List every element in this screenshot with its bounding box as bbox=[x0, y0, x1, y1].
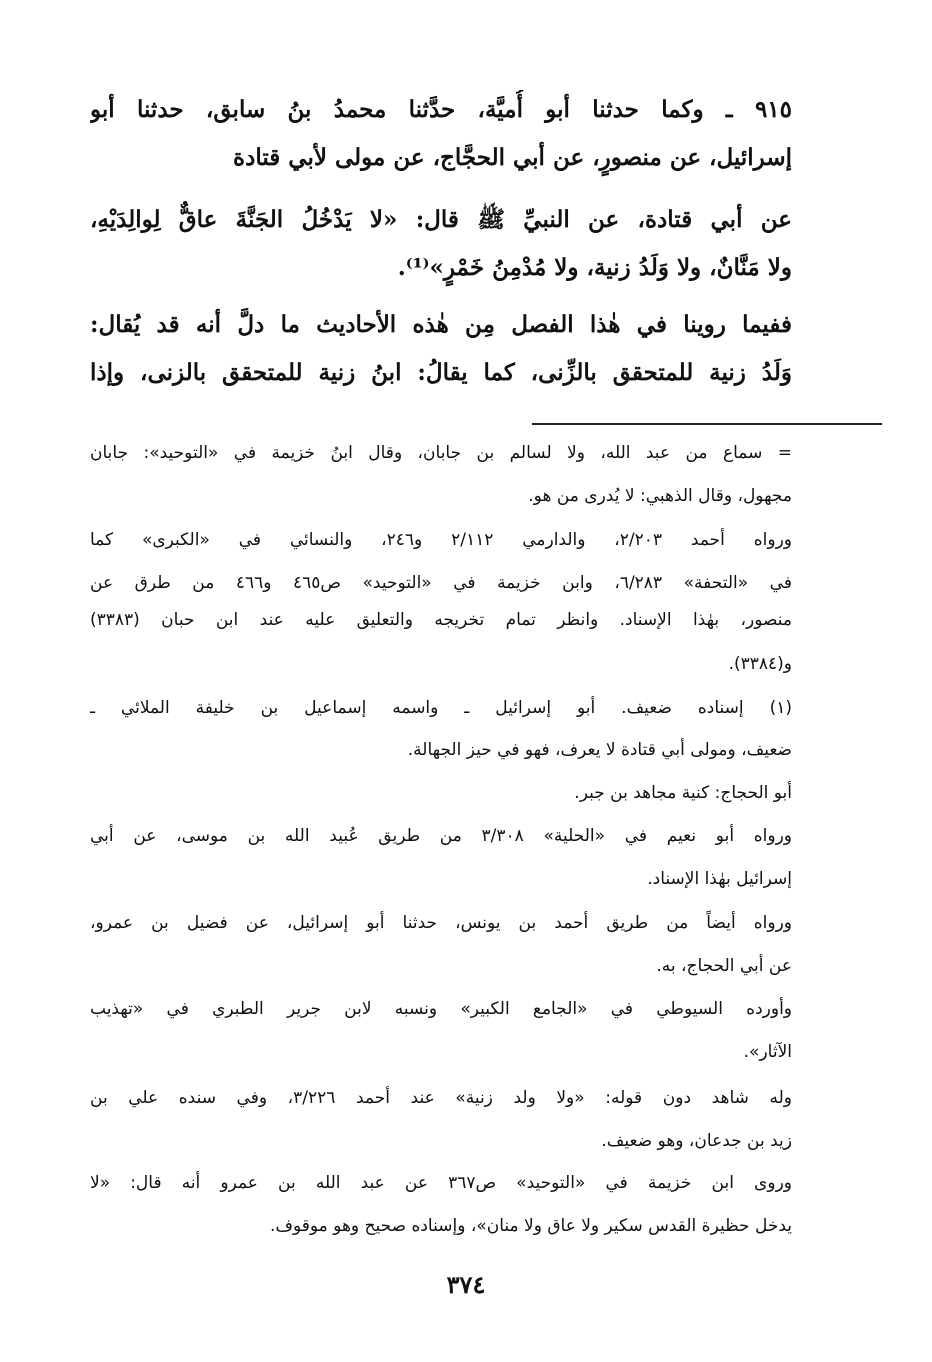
footnote-1-line: زيد بن جدعان، وهو ضعيف. bbox=[601, 1131, 792, 1151]
footnote-line: في «التحفة» ٦/٢٨٣، وابن خزيمة في «التوحيد» ص٤٦٥ و٤٦٦ من طرق عن bbox=[90, 573, 792, 593]
footnote-line: منصور، بهٰذا الإسناد. وانظر تمام تخريجه والتعليق عليه عند ابن حبان (٣٣٨٣) bbox=[90, 610, 792, 630]
book-page bbox=[90, 0, 792, 1362]
footnote-1-line: ورواه أبو نعيم في «الحلية» ٣/٣٠٨ من طريق عُبيد الله بن موسى، عن أبي bbox=[90, 826, 792, 846]
footnote-1-line: وأورده السيوطي في «الجامع الكبير» ونسبه لابن جرير الطبري في «تهذيب bbox=[90, 999, 792, 1019]
footnote-1-line: وروى ابن خزيمة في «التوحيد» ص٣٦٧ عن عبد الله بن عمرو أنه قال: «لا bbox=[90, 1173, 792, 1193]
footnote-1-line: إسرائيل بهٰذا الإسناد. bbox=[647, 869, 792, 889]
footnote-1-line: عن أبي الحجاج، به. bbox=[656, 956, 792, 976]
main-text-line: عن أبي قتادة، عن النبيِّ ﷺ قال: «لا يَدْخُلُ الجَنَّةَ عاقٌّ لِوالِدَيْهِ، bbox=[90, 206, 792, 233]
main-text-line: وَلَدُ زنية للمتحقق بالزِّنى، كما يقالُ: ابنُ زنية للمتحقق بالزنى، وإذا bbox=[90, 359, 792, 386]
footnote-1-line: ضعيف، ومولى أبي قتادة لا يعرف، فهو في حيز الجهالة. bbox=[407, 740, 792, 760]
main-text-line: إسرائيل، عن منصورٍ، عن أبي الحجَّاج، عن مولى لأبي قتادة bbox=[233, 144, 792, 171]
footnote-1-line: أبو الحجاج: كنية مجاهد بن جبر. bbox=[574, 783, 792, 803]
footnote-1-line: الآثار». bbox=[743, 1042, 792, 1062]
footnote-1-line: ورواه أيضاً من طريق أحمد بن يونس، حدثنا أبو إسرائيل، عن فضيل بن عمرو، bbox=[90, 913, 792, 933]
footnote-1-line: (١) إسناده ضعيف. أبو إسرائيل ـ واسمه إسماعيل بن خليفة الملائي ـ bbox=[90, 698, 792, 718]
main-text-line: ٩١٥ ـ وكما حدثنا أبو أُميَّة، حدَّثنا محمدُ بنُ سابق، حدثنا أبو bbox=[90, 96, 792, 123]
footnote-separator bbox=[532, 423, 882, 425]
footnote-line: و(٣٣٨٤). bbox=[728, 654, 792, 674]
footnote-line: = سماع من عبد الله، ولا لسالم بن جابان، وقال ابنُ خزيمة في «التوحيد»: جابان bbox=[90, 443, 792, 463]
page-number: ٣٧٤ bbox=[446, 1270, 486, 1299]
main-text-line: ففيما روينا في هٰذا الفصل مِن هٰذه الأحاديث ما دلَّ أنه قد يُقال: bbox=[90, 311, 792, 338]
footnote-1-line: وله شاهد دون قوله: «ولا ولد زنية» عند أحمد ٣/٢٢٦، وفي سنده علي بن bbox=[90, 1088, 792, 1108]
main-text-line: ولا مَنَّانٌ، ولا وَلَدُ زنية، ولا مُدْمِنُ خَمْرٍ»⁽¹⁾. bbox=[397, 254, 792, 281]
footnote-line: ورواه أحمد ٢/٢٠٣، والدارمي ٢/١١٢ و٢٤٦، والنسائي في «الكبرى» كما bbox=[90, 530, 792, 550]
footnote-1-line: يدخل حظيرة القدس سكير ولا عاق ولا منان»، وإسناده صحيح وهو موقوف. bbox=[269, 1216, 792, 1236]
footnote-line: مجهول، وقال الذهبي: لا يُدرى من هو. bbox=[528, 486, 792, 506]
